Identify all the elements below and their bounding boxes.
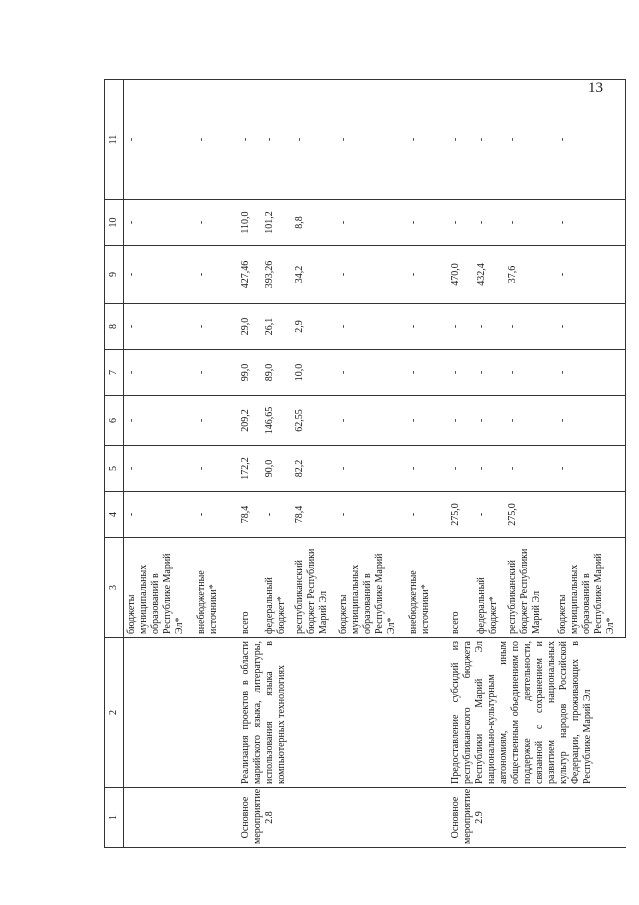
value-cell: - [448, 396, 474, 446]
value-cell: - [406, 246, 448, 304]
funding-source-cell: бюджеты муниципальных образований в Республике Марий Эл* [336, 538, 406, 638]
value-cell: - [406, 200, 448, 246]
activity-name-cell: Основное мероприятие 2.8 [238, 788, 448, 848]
column-header: 9 [105, 246, 124, 304]
value-cell: 146,65 [262, 396, 293, 446]
activity-description-cell: Предоставление субсидий из республиканского бюджета Республики Марий Эл национально-культурным автономиям, иным общественным объединениям по поддержке деятельности, связанной с сохранением и развитием национальных культур народов Российской Федерации, проживающих в Республике Марий Эл [448, 638, 626, 788]
value-cell: - [406, 446, 448, 492]
funding-source-cell: федеральный бюджет* [474, 538, 505, 638]
value-cell: 78,4 [238, 492, 262, 538]
value-cell: - [448, 446, 474, 492]
column-header: 1 [105, 788, 124, 848]
page-number: 13 [588, 80, 603, 96]
rotated-table-container [104, 80, 626, 848]
column-header: 7 [105, 350, 124, 396]
value-cell: 8,8 [292, 200, 336, 246]
activity-description-cell: Реализация проектов в области марийского языка, литературы, использования языка в компьютерных технологиях [238, 638, 448, 788]
value-cell: - [474, 396, 505, 446]
value-cell: - [448, 304, 474, 350]
activity-description-cell [124, 638, 195, 788]
value-cell: 275,0 [448, 492, 474, 538]
value-cell: - [555, 200, 626, 246]
value-cell: - [336, 246, 406, 304]
value-cell: - [336, 304, 406, 350]
value-cell: - [124, 246, 195, 304]
value-cell: - [124, 200, 195, 246]
value-cell: 99,0 [238, 350, 262, 396]
value-cell: 172,2 [238, 446, 262, 492]
value-cell: 110,0 [238, 200, 262, 246]
value-cell: - [336, 492, 406, 538]
value-cell: - [474, 80, 505, 200]
value-cell: - [194, 492, 238, 538]
column-number-row [105, 80, 124, 848]
value-cell: - [406, 350, 448, 396]
column-header: 8 [105, 304, 124, 350]
value-cell: - [406, 80, 448, 200]
value-cell: - [448, 80, 474, 200]
column-header: 11 [105, 80, 124, 200]
value-cell: 37,6 [505, 246, 555, 304]
value-cell [555, 492, 626, 538]
value-cell: - [194, 304, 238, 350]
value-cell: - [406, 304, 448, 350]
value-cell: 427,46 [238, 246, 262, 304]
value-cell: - [194, 446, 238, 492]
value-cell: 62,55 [292, 396, 336, 446]
column-header: 6 [105, 396, 124, 446]
activity-name-cell [124, 788, 195, 848]
funding-source-cell: республиканский бюджет Республики Марий Эл [292, 538, 336, 638]
value-cell: 29,0 [238, 304, 262, 350]
value-cell: - [505, 304, 555, 350]
value-cell: 89,0 [262, 350, 293, 396]
value-cell: - [505, 396, 555, 446]
value-cell: - [406, 396, 448, 446]
value-cell: 470,0 [448, 246, 474, 304]
value-cell: - [194, 80, 238, 200]
value-cell: 2,9 [292, 304, 336, 350]
funding-source-cell: бюджеты муниципальных образований в Республике Марий Эл* [555, 538, 626, 638]
value-cell: - [448, 200, 474, 246]
value-cell: - [336, 396, 406, 446]
funding-source-cell: федеральный бюджет* [262, 538, 293, 638]
value-cell: - [336, 80, 406, 200]
activity-name-cell [194, 788, 238, 848]
budget-table [104, 79, 626, 848]
table-row [238, 80, 262, 848]
value-cell: - [336, 446, 406, 492]
funding-source-cell: всего [448, 538, 474, 638]
value-cell: - [292, 80, 336, 200]
value-cell: - [124, 396, 195, 446]
value-cell: - [124, 350, 195, 396]
value-cell: - [194, 350, 238, 396]
value-cell: - [555, 80, 626, 200]
value-cell: - [555, 350, 626, 396]
value-cell: 101,2 [262, 200, 293, 246]
funding-source-cell: внебюджетные источники* [406, 538, 448, 638]
value-cell: - [406, 492, 448, 538]
value-cell: - [194, 246, 238, 304]
value-cell: - [555, 446, 626, 492]
value-cell: - [238, 80, 262, 200]
value-cell: 209,2 [238, 396, 262, 446]
value-cell: 82,2 [292, 446, 336, 492]
funding-source-cell: внебюджетные источники* [194, 538, 238, 638]
value-cell: 393,26 [262, 246, 293, 304]
funding-source-cell: всего [238, 538, 262, 638]
funding-source-cell: республиканский бюджет Республики Марий Эл [505, 538, 555, 638]
table-row [448, 80, 474, 848]
value-cell: - [505, 80, 555, 200]
funding-source-cell: бюджеты муниципальных образований в Республике Марий Эл* [124, 538, 195, 638]
value-cell: - [124, 446, 195, 492]
value-cell: - [124, 80, 195, 200]
value-cell: 34,2 [292, 246, 336, 304]
value-cell: 26,1 [262, 304, 293, 350]
column-header: 10 [105, 200, 124, 246]
activity-name-cell: Основное мероприятие 2.9 [448, 788, 626, 848]
column-header: 4 [105, 492, 124, 538]
value-cell: - [474, 446, 505, 492]
value-cell: - [124, 304, 195, 350]
value-cell: - [262, 492, 293, 538]
value-cell: - [474, 304, 505, 350]
value-cell: - [505, 350, 555, 396]
column-header: 5 [105, 446, 124, 492]
column-header: 3 [105, 538, 124, 638]
value-cell: - [448, 350, 474, 396]
value-cell: - [505, 200, 555, 246]
value-cell: 275,0 [505, 492, 555, 538]
value-cell: - [474, 350, 505, 396]
value-cell: - [555, 246, 626, 304]
value-cell: - [262, 80, 293, 200]
activity-description-cell [194, 638, 238, 788]
column-header: 2 [105, 638, 124, 788]
value-cell: 10,0 [292, 350, 336, 396]
value-cell: - [555, 396, 626, 446]
value-cell: - [194, 200, 238, 246]
value-cell: - [336, 200, 406, 246]
value-cell: - [474, 492, 505, 538]
table-row [194, 80, 238, 848]
value-cell: - [555, 304, 626, 350]
table-row [124, 80, 195, 848]
value-cell: - [474, 200, 505, 246]
value-cell: 90,0 [262, 446, 293, 492]
value-cell: - [505, 446, 555, 492]
value-cell: - [194, 396, 238, 446]
value-cell: - [336, 350, 406, 396]
value-cell: 432,4 [474, 246, 505, 304]
value-cell: - [124, 492, 195, 538]
value-cell: 78,4 [292, 492, 336, 538]
